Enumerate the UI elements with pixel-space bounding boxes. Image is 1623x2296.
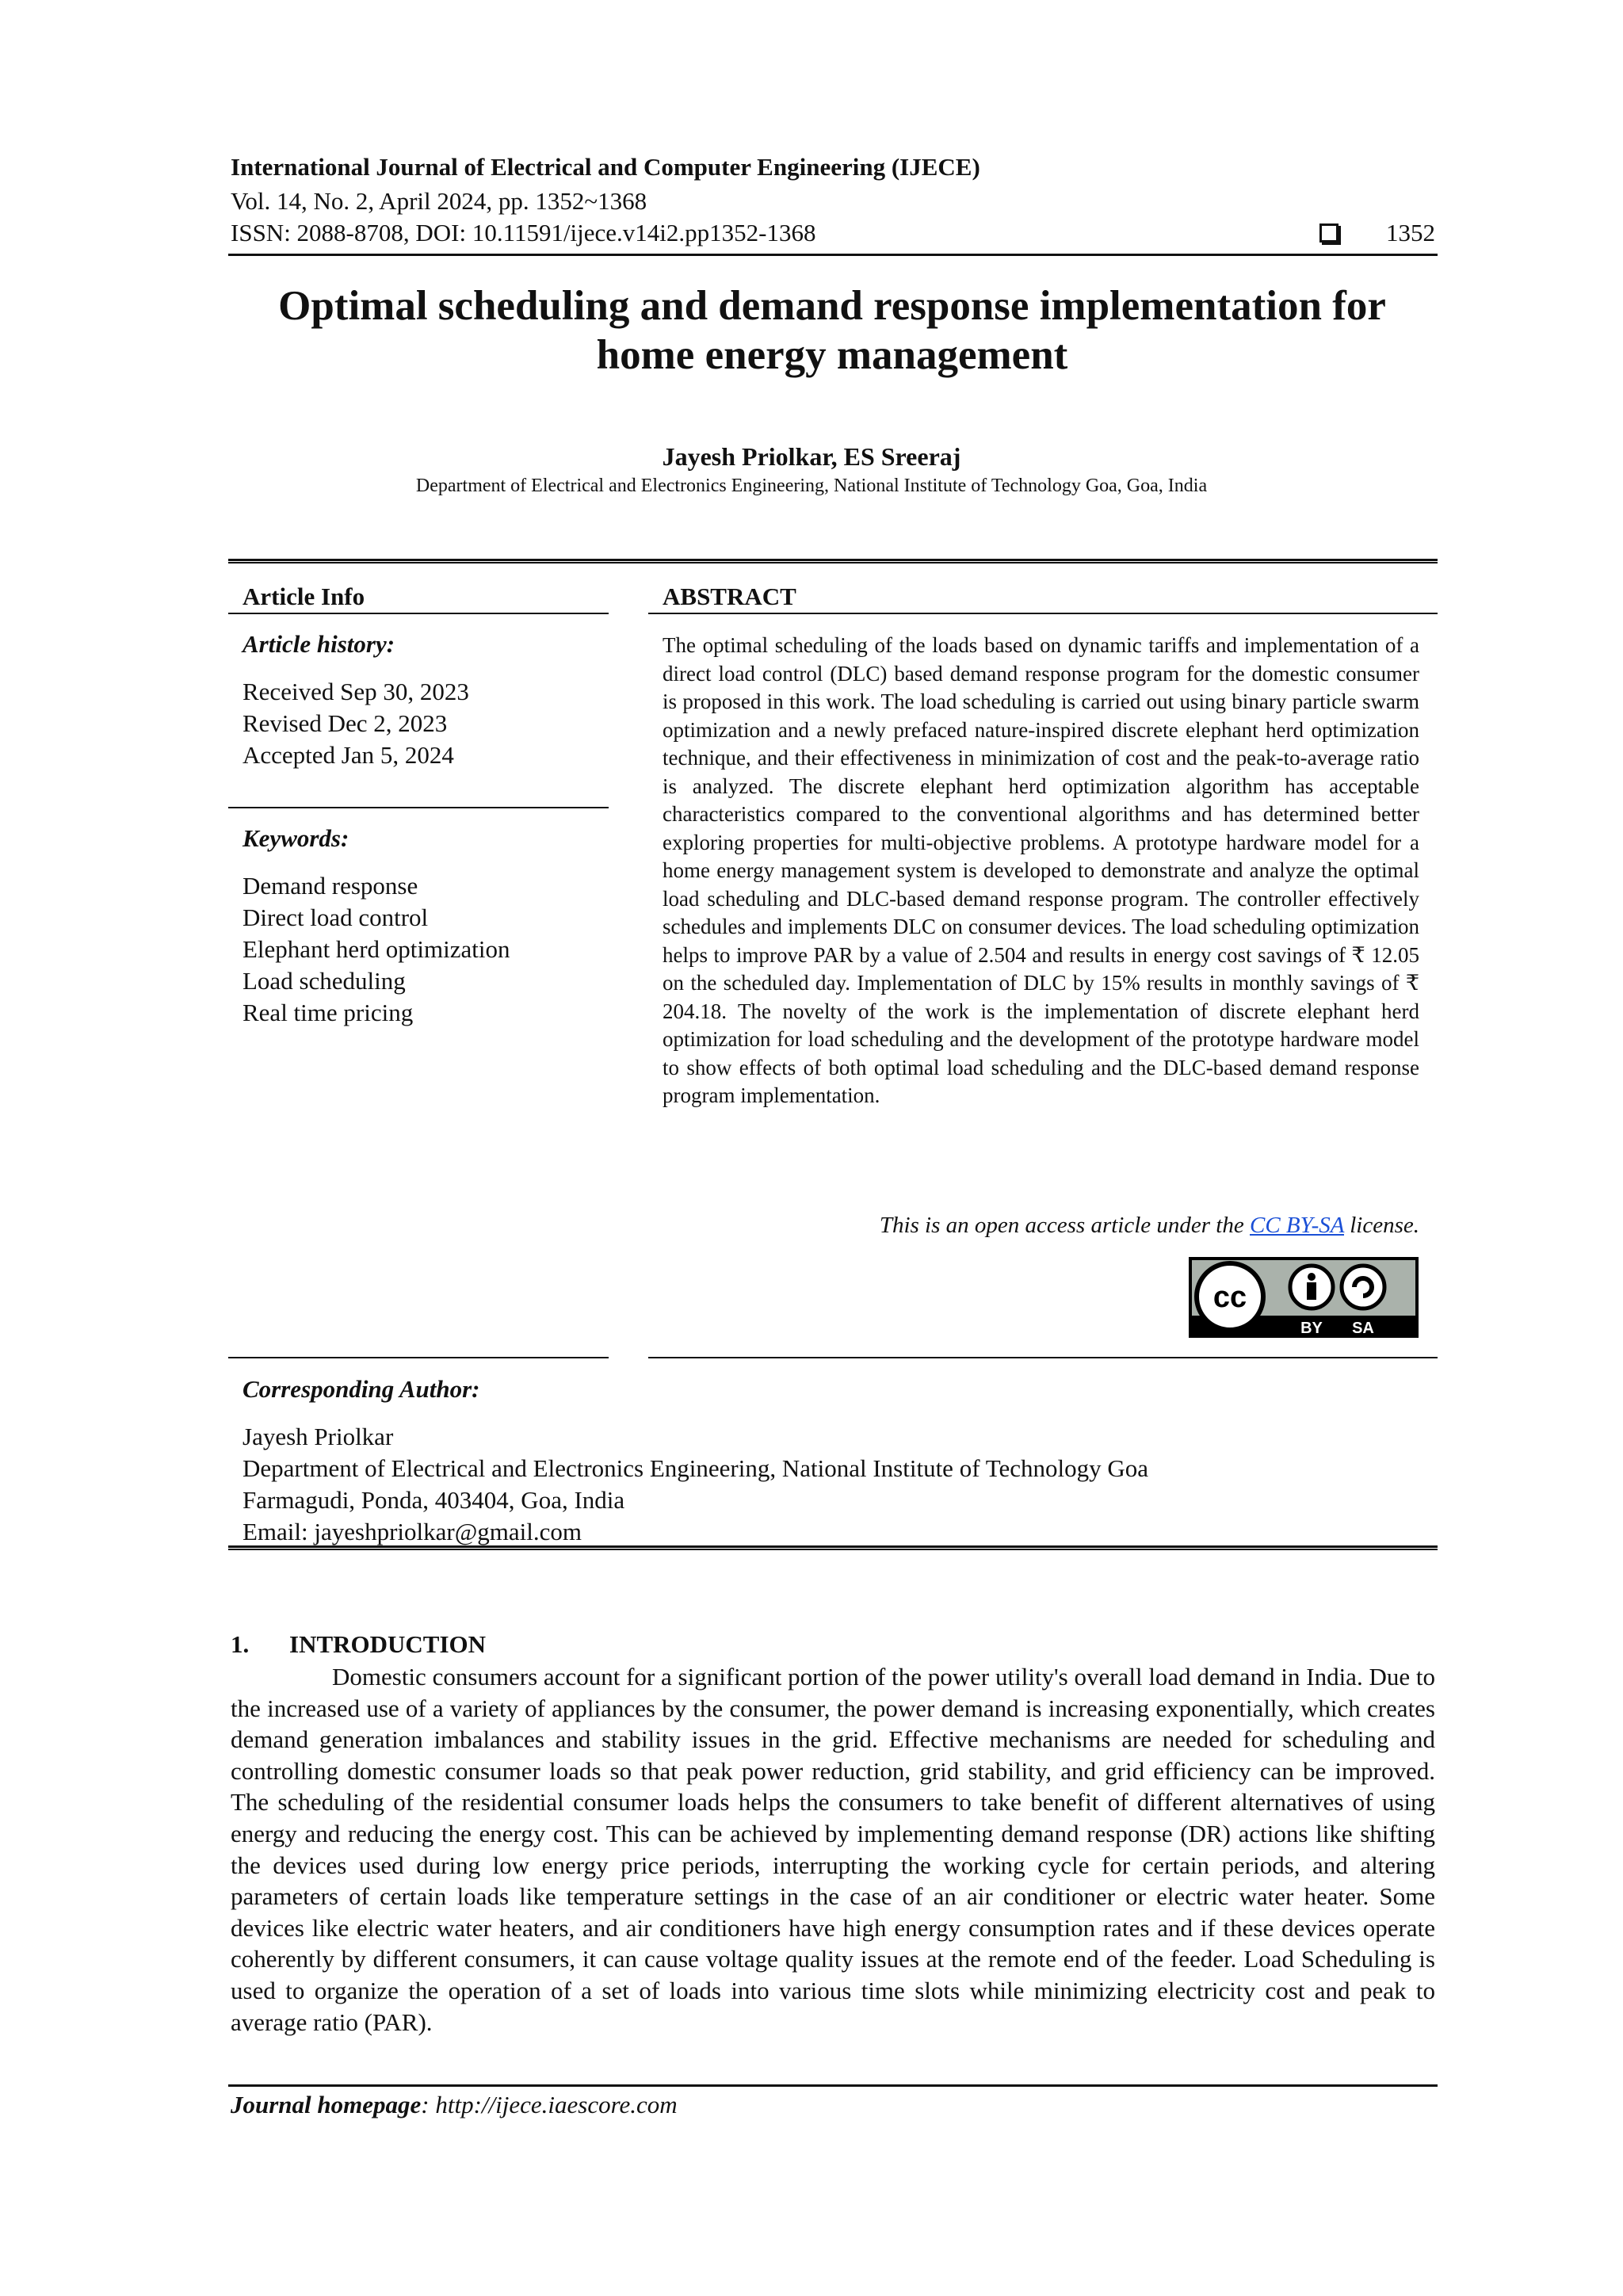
accepted-date: Accepted Jan 5, 2024	[242, 741, 454, 769]
sa-icon	[1342, 1266, 1384, 1308]
keyword-item: Demand response	[242, 872, 418, 900]
journal-homepage	[231, 2091, 678, 2119]
keywords-heading: Keywords:	[242, 824, 349, 852]
cc-badge-graphic	[1189, 1257, 1419, 1338]
footer-url[interactable]: : http://ijece.iaescore.com	[421, 2091, 678, 2118]
abstract-rule	[648, 613, 1438, 614]
affiliation: Department of Electrical and Electronics Engineering, National Institute of Technology Goa, Goa, India	[415, 476, 1208, 496]
revised-date: Revised Dec 2, 2023	[242, 709, 448, 737]
authors: Jayesh Priolkar, ES Sreeraj	[662, 442, 961, 471]
article-info-rule	[228, 613, 609, 614]
paper-title-line1: Optimal scheduling and demand response implementation for	[278, 283, 1386, 329]
section-title: INTRODUCTION	[289, 1630, 487, 1658]
abstract-heading: ABSTRACT	[663, 583, 796, 610]
footer-label: Journal homepage	[231, 2091, 422, 2118]
paper-title-line2: home energy management	[596, 332, 1068, 378]
left-bottom-rule	[228, 1357, 609, 1358]
corresponding-heading: Corresponding Author:	[242, 1375, 480, 1403]
right-bottom-rule	[648, 1357, 1438, 1358]
header-rule	[228, 254, 1438, 256]
badge-sa-label: SA	[1352, 1320, 1374, 1337]
badge-by-label: BY	[1300, 1320, 1323, 1337]
corresponding-dept: Department of Electrical and Electronics Engineering, National Institute of Technology Goa	[242, 1454, 1149, 1482]
journal-issn: ISSN: 2088-8708, DOI: 10.11591/ijece.v14i2.pp1352-1368	[231, 219, 816, 246]
keyword-item: Elephant herd optimization	[242, 935, 510, 963]
journal-volume: Vol. 14, No. 2, April 2024, pp. 1352~1368	[231, 187, 647, 215]
received-date: Received Sep 30, 2023	[242, 678, 469, 705]
by-icon-head	[1308, 1273, 1316, 1281]
paper-title	[190, 281, 1474, 380]
journal-name: International Journal of Electrical and Computer Engineering (IJECE)	[231, 153, 980, 181]
info-top-rule	[228, 559, 1438, 563]
page-number-group	[1319, 218, 1435, 248]
history-dates	[228, 676, 609, 771]
oa-suffix: license.	[1343, 1213, 1419, 1238]
journal-issn-row	[231, 218, 1435, 248]
cc-icon-letters: cc	[1212, 1281, 1247, 1314]
keyword-item: Real time pricing	[242, 999, 414, 1026]
article-history	[228, 630, 609, 771]
footer-rule	[228, 2084, 1438, 2087]
keyword-list	[228, 870, 609, 1029]
history-rule	[228, 807, 609, 808]
by-icon-body	[1307, 1282, 1316, 1300]
oa-prefix: This is an open access article under the	[879, 1213, 1250, 1238]
corresponding-address: Farmagudi, Ponda, 403404, Goa, India	[242, 1486, 625, 1514]
intro-paragraph: Domestic consumers account for a significant portion of the power utility's overall load demand in India. Due to the increased use of a variety of appliances by the consumer, the power demand is increasing exponentially, which creates demand generation imbalances and stability issues in the grid. Effective mechanisms are needed for scheduling and controlling domestic consumer loads so that peak power reduction, grid stability, and grid efficiency can be improved. The scheduling of the residential consumer loads helps the consumers to take benefit of different alternatives of using energy and reducing the energy cost. This can be achieved by implementing demand response (DR) actions like shifting the devices used during low energy price periods, interrupting the working cycle for certain periods, and altering parameters of certain loads like temperature settings in the case of an air conditioner or electric water heater. Some devices like electric water heaters, and air conditioners have high energy consumption rates and if these devices operate coherently by different consumers, it can cause voltage quality issues at the remote end of the feeder. Load Scheduling is used to organize the operation of a set of loads into various time slots while minimizing electricity cost and peak to average ratio (PAR).	[231, 1663, 1435, 2036]
keywords	[228, 824, 609, 1029]
keyword-item: Direct load control	[242, 904, 429, 931]
corresponding-author	[242, 1375, 1431, 1548]
corresponding-details	[242, 1421, 1431, 1548]
article-info-heading: Article Info	[242, 583, 365, 610]
abstract-text: The optimal scheduling of the loads based on dynamic tariffs and implementation of a direct load control (DLC) based demand response program for the domestic consumer is proposed in this work. The load scheduling is carried out using binary particle swarm optimization and a newly prefaced nature-inspired discrete elephant herd optimization technique, and their effectiveness in minimization of cost and the peak-to-average ratio is analyzed. The discrete elephant herd optimization algorithm has acceptable characteristics compared to the conventional algorithms and has determined better exploring properties for multi-objective problems. A prototype hardware model for a home energy management system is developed to demonstrate and analyze the optimal load scheduling and DLC-based demand response program. The controller effectively schedules and implements DLC on consumer devices. The load scheduling optimization helps to improve PAR by a value of 2.504 and results in energy cost savings of ₹ 12.05 on the scheduled day. Implementation of DLC by 15% results in monthly savings of ₹ 204.18. The novelty of the work is the implementation of discrete elephant herd optimization for load scheduling and the development of the prototype hardware model to show effects of both optimal load scheduling and the DLC-based demand response program implementation.	[663, 633, 1419, 1107]
checkbox-icon	[1319, 223, 1338, 243]
corresponding-bottom-rule	[228, 1545, 1438, 1550]
section-number: 1.	[231, 1630, 250, 1658]
cc-by-sa-badge	[1189, 1257, 1419, 1338]
section-heading	[231, 1630, 486, 1659]
abstract-header	[648, 583, 1438, 614]
history-heading: Article history:	[242, 630, 395, 658]
license-link[interactable]: CC BY-SA	[1250, 1213, 1344, 1238]
open-access-note	[648, 1213, 1419, 1239]
corresponding-email[interactable]: Email: jayeshpriolkar@gmail.com	[242, 1518, 582, 1545]
page-number: 1352	[1386, 219, 1435, 246]
article-info-header	[228, 583, 609, 614]
corresponding-name: Jayesh Priolkar	[242, 1423, 394, 1450]
keyword-item: Load scheduling	[242, 967, 406, 995]
